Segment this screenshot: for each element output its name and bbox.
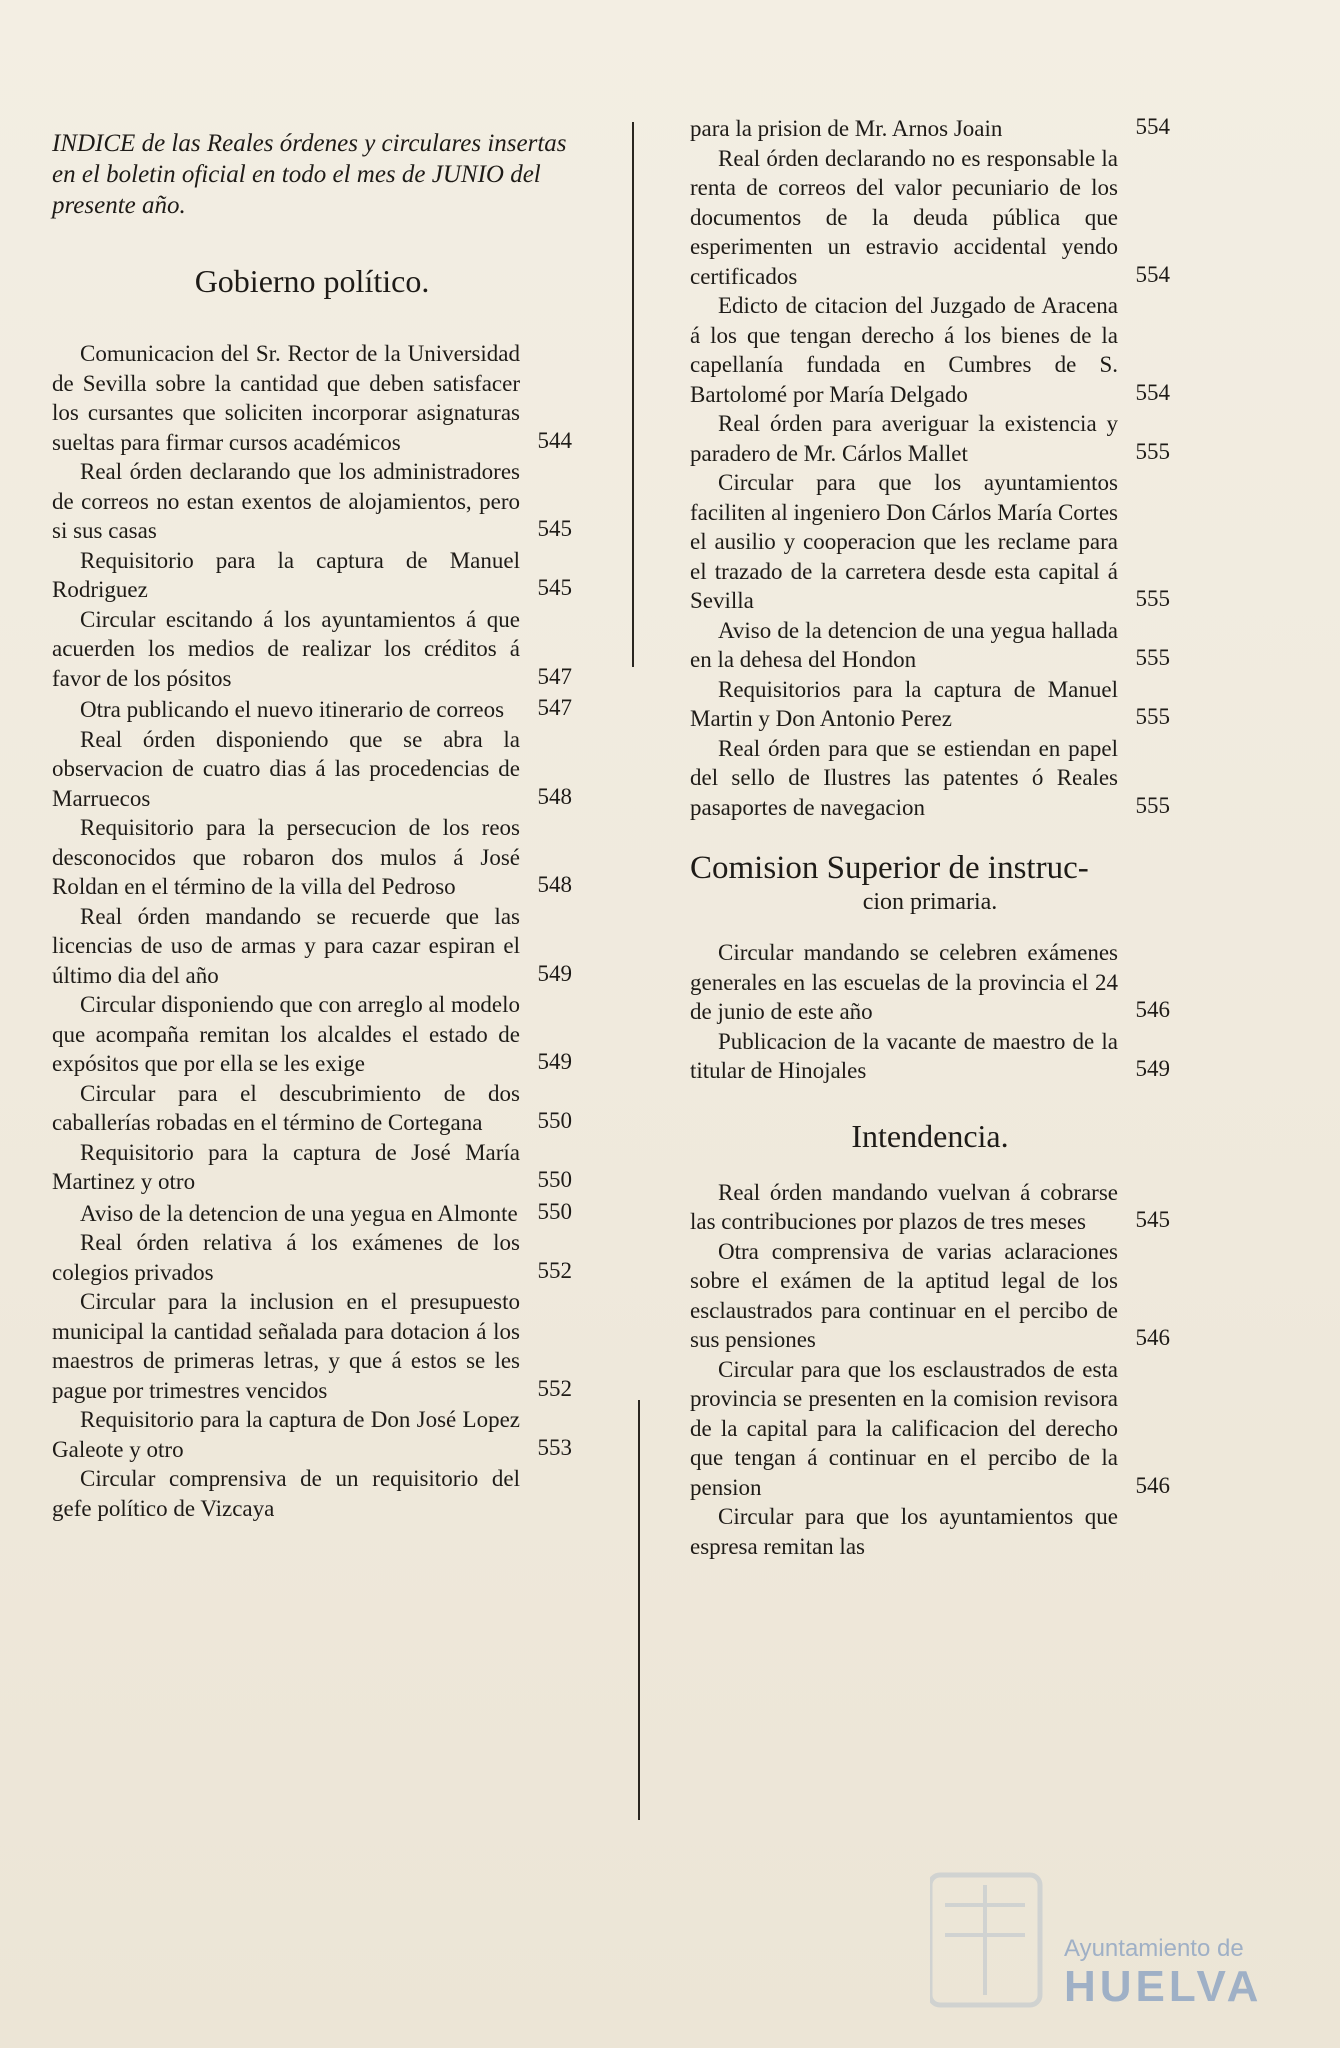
entry-page-number: 555	[1135, 704, 1170, 729]
entry-page-number: 547	[537, 695, 572, 720]
index-entry	[690, 291, 1170, 409]
entry-text: Real órden mandando vuelvan á cobrarse las contribuciones por plazos de tres meses	[690, 1179, 1118, 1234]
column-divider	[638, 1400, 640, 1820]
entry-page-number: 545	[537, 575, 572, 600]
index-entry	[690, 675, 1170, 734]
index-entry	[52, 1079, 572, 1138]
entry-text: Requisitorios para la captura de Manuel Martin y Don Antonio Perez	[690, 676, 1118, 731]
entry-page-number: 546	[1135, 1325, 1170, 1350]
section-subheading-comision: cion primaria.	[862, 889, 998, 915]
entry-page-number: 552	[537, 1257, 572, 1283]
right-column	[690, 112, 1170, 1561]
entry-page-number: 555	[1135, 645, 1170, 670]
index-entry	[690, 409, 1170, 468]
entry-page-number: 549	[1135, 1056, 1170, 1081]
index-entry	[690, 1502, 1170, 1561]
entry-text: Real órden declarando que los administradores de correos no estan exentos de alojamientos, pero si sus casas	[52, 459, 520, 543]
index-entry	[690, 144, 1170, 292]
entry-page-number: 546	[1135, 1472, 1170, 1498]
index-entry	[52, 1287, 572, 1405]
watermark-line2: HUELVA	[1064, 1962, 1263, 2011]
entry-text: Circular comprensiva de un requisitorio del gefe político de Vizcaya	[52, 1466, 520, 1521]
entry-page-number: 545	[537, 516, 572, 541]
index-entry	[690, 1027, 1170, 1086]
watermark-line1: Ayuntamiento de	[1064, 1935, 1244, 1962]
section-heading-intendencia: Intendencia.	[851, 1117, 1009, 1154]
entry-page-number	[520, 1521, 572, 1523]
entry-text: Real órden mandando se recuerde que las licencias de uso de armas y para cazar espiran el último dia del año	[52, 903, 520, 988]
entry-text: Publicacion de la vacante de maestro de la titular de Hinojales	[690, 1028, 1118, 1083]
entry-page-number: 554	[1135, 379, 1170, 405]
entry-text: Aviso de la detencion de una yegua hallada en la dehesa del Hondon	[690, 617, 1118, 672]
entry-text: para la prision de Mr. Arnos Joain	[690, 116, 1003, 141]
entry-page-number: 550	[537, 1198, 572, 1224]
index-entry	[690, 468, 1170, 616]
entry-page-number: 545	[1135, 1207, 1170, 1232]
entry-page-number: 555	[1135, 438, 1170, 464]
entry-text: Circular escitando á los ayuntamientos á que acuerden los medios de realizar los créditos á favor de los pósitos	[52, 606, 520, 691]
entry-text: Circular para que los ayuntamientos faciliten al ingeniero Don Cárlos María Cortes el ausilio y cooperacion que les reclame para el trazado de la carretera desde esta capital á Sevilla	[690, 470, 1118, 613]
index-entry	[52, 605, 572, 694]
index-entry	[52, 457, 572, 546]
index-entry	[52, 725, 572, 814]
entry-page-number	[1118, 1559, 1170, 1561]
index-entry	[690, 1355, 1170, 1503]
entry-text: Otra comprensiva de varias aclaraciones sobre el exámen de la aptitud legal de los esclaustrados para continuar en el percibo de sus pensiones	[690, 1238, 1118, 1352]
entry-text: Circular disponiendo que con arreglo al modelo que acompaña remitan los alcaldes el estado de expósitos que por ella se les exige	[52, 992, 520, 1076]
index-entry	[690, 1237, 1170, 1355]
index-entry	[52, 693, 572, 725]
entry-text: Real órden para averiguar la existencia y paradero de Mr. Cárlos Mallet	[690, 411, 1118, 466]
left-column	[52, 118, 572, 1523]
entry-text: Circular mandando se celebren exámenes generales en las escuelas de la provincia el 24 de junio de este año	[690, 940, 1118, 1024]
entry-text: Real órden para que se estiendan en papel del sello de Ilustres las patentes ó Reales pasaportes de navegacion	[690, 735, 1118, 820]
entry-text: Requisitorio para la captura de Manuel Rodriguez	[52, 547, 520, 602]
entry-text: Circular para que los esclaustrados de esta provincia se presenten en la comision revisora de la capital para la calificacion del derecho que tengan á continuar en el percibo de la pension	[690, 1356, 1118, 1500]
entry-page-number: 547	[537, 663, 572, 689]
entry-page-number: 546	[1135, 997, 1170, 1022]
entry-text: Requisitorio para la captura de Don José Lopez Galeote y otro	[52, 1407, 520, 1462]
entry-text: Edicto de citacion del Juzgado de Aracena á los que tengan derecho á los bienes de la capellanía fundada en Cumbres de S. Bartolomé por María Delgado	[690, 293, 1118, 407]
section-heading-gobierno: Gobierno político.	[194, 263, 430, 299]
entry-page-number: 555	[1135, 792, 1170, 818]
entry-text: Circular para el descubrimiento de dos caballerías robadas en el término de Cortegana	[52, 1080, 520, 1135]
entry-page-number: 554	[1135, 261, 1170, 287]
entry-page-number: 550	[537, 1167, 572, 1192]
entry-page-number: 549	[537, 1049, 572, 1074]
index-entry	[52, 1138, 572, 1197]
entry-text: Requisitorio para la persecucion de los reos desconocidos que robaron dos mulos á José Roldan en el término de la villa del Pedroso	[52, 815, 520, 899]
index-entry	[52, 1464, 572, 1523]
index-entry	[52, 1405, 572, 1464]
entry-text: Real órden declarando no es responsable la renta de correos del valor pecuniario de los documentos de la deuda pública que esperimenten un estravio accidental yendo certificados	[690, 145, 1118, 289]
entry-text: Circular para la inclusion en el presupuesto municipal la cantidad señalada para dotacion á los maestros de primeras letras, y que á estos se les pague por trimestres vencidos	[52, 1289, 520, 1403]
entry-text: Circular para que los ayuntamientos que espresa remitan las	[690, 1504, 1118, 1559]
entry-list	[52, 339, 572, 1523]
index-entry	[690, 616, 1170, 675]
entry-page-number: 548	[537, 872, 572, 897]
index-entry	[52, 1228, 572, 1287]
entry-page-number: 550	[537, 1108, 572, 1133]
index-entry	[52, 902, 572, 991]
index-title: INDICE de las Reales órdenes y circulares insertas en el boletin oficial en todo el mes de JUNIO del presente año.	[52, 130, 567, 219]
entry-text: Requisitorio para la captura de José María Martinez y otro	[52, 1139, 520, 1194]
column-divider	[632, 122, 634, 667]
entry-text: Aviso de la detencion de una yegua en Almonte	[80, 1200, 518, 1226]
entry-list	[690, 112, 1170, 822]
index-entry	[52, 990, 572, 1079]
index-entry	[52, 813, 572, 902]
entry-page-number: 553	[537, 1434, 572, 1460]
index-entry	[52, 1197, 572, 1229]
index-entry	[690, 734, 1170, 823]
entry-page-number: 548	[537, 783, 572, 809]
entry-text: Otra publicando el nuevo itinerario de correos	[80, 697, 505, 722]
section-heading-comision: Comision Superior de instruc-	[690, 850, 1089, 886]
index-entry	[690, 112, 1170, 144]
index-entry	[52, 339, 572, 457]
entry-page-number: 555	[1135, 586, 1170, 611]
index-entry	[52, 546, 572, 605]
entry-text: Real órden disponiendo que se abra la observacion de cuatro dias á las procedencias de Marruecos	[52, 726, 520, 811]
entry-text: Real órden relativa á los exámenes de los colegios privados	[52, 1230, 520, 1285]
entry-page-number: 544	[537, 427, 572, 453]
entry-page-number: 554	[1135, 114, 1170, 139]
entry-list	[690, 1178, 1170, 1562]
entry-page-number: 549	[537, 960, 572, 986]
entry-text: Comunicacion del Sr. Rector de la Universidad de Sevilla sobre la cantidad que deben satisfacer los cursantes que soliciten incorporar asignaturas sueltas para firmar cursos académicos	[52, 341, 520, 455]
entry-page-number: 552	[537, 1375, 572, 1401]
entry-list	[690, 938, 1170, 1086]
index-entry	[690, 938, 1170, 1027]
index-entry	[690, 1178, 1170, 1237]
